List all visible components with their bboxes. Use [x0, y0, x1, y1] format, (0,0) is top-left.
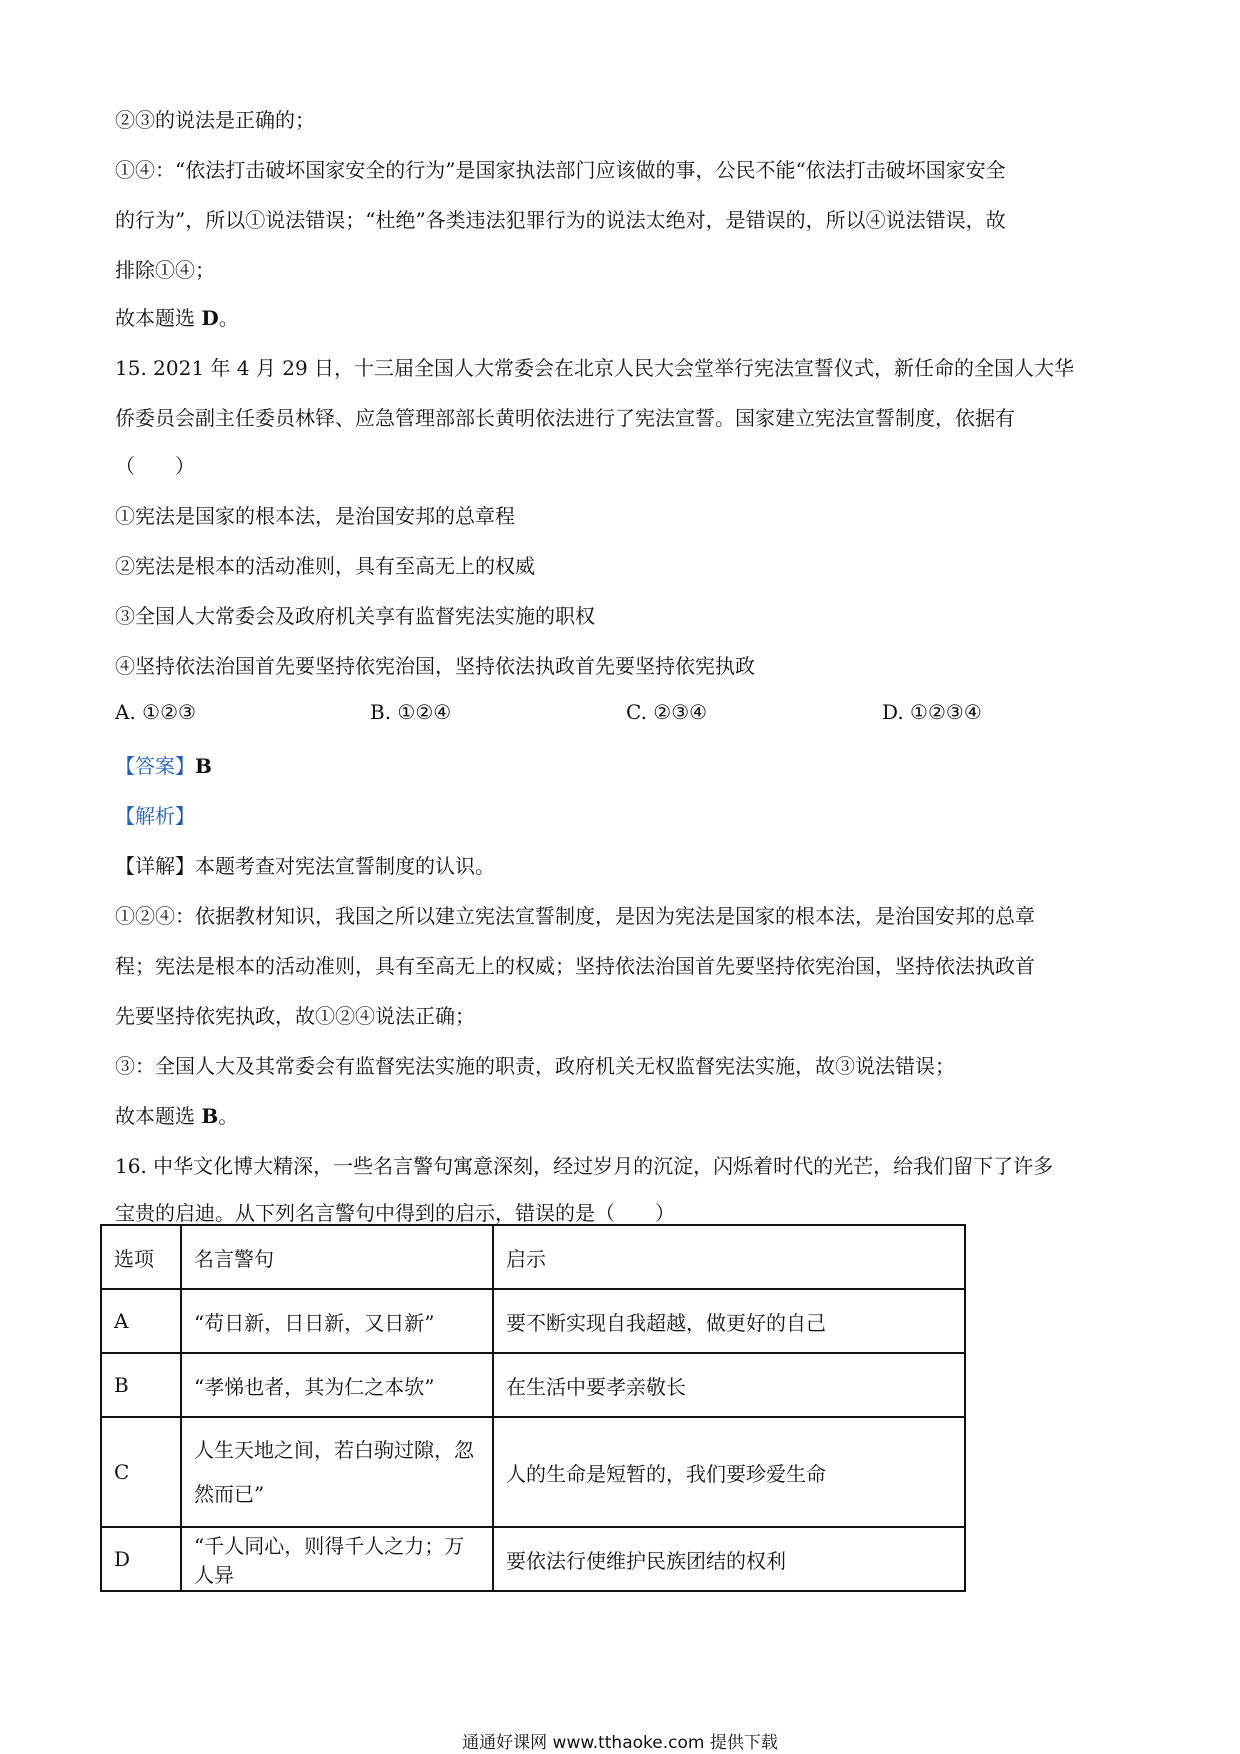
- q15-stem-line2: 侨委员会副主任委员林铎、应急管理部部长黄明依法进行了宪法宣誓。国家建立宪法宣誓制度，依据有: [115, 406, 1015, 430]
- q15-option-a: A. ①②③: [115, 700, 196, 724]
- footer-credit: 通通好课网 www.tthaoke.com 提供下载: [462, 1733, 778, 1753]
- analysis-tag: 【解析】: [115, 804, 195, 828]
- conclusion-answer: B: [201, 1104, 219, 1128]
- table-cell-option: A: [101, 1289, 181, 1353]
- table-row: [101, 1527, 965, 1591]
- q15-option-d: D. ①②③④: [882, 700, 982, 724]
- quotes-table: [100, 1224, 966, 1592]
- q15-conclusion-line: [115, 1100, 1135, 1129]
- conclusion-answer: D: [201, 306, 219, 330]
- answer-tag: 【答案】: [115, 754, 195, 778]
- text-line: 排除①④；: [115, 258, 215, 282]
- text-line: ①④：“依法打击破坏国家安全的行为”是国家执法部门应该做的事，公民不能“依法打击破坏国家安全: [115, 158, 1006, 182]
- table-cell-quote: “孝悌也者，其为仁之本欤”: [181, 1353, 493, 1417]
- table-cell-option: B: [101, 1353, 181, 1417]
- q15-answer-line: [115, 750, 1135, 779]
- q15-option-b: B. ①②④: [370, 700, 452, 724]
- q15-detail-line: ①②④：依据教材知识，我国之所以建立宪法宣誓制度，是因为宪法是国家的根本法，是治国安邦的总章: [115, 904, 1035, 928]
- table-row: [101, 1353, 965, 1417]
- q15-detail-line: ③：全国人大及其常委会有监督宪法实施的职责，政府机关无权监督宪法实施，故③说法错误；: [115, 1054, 955, 1078]
- q16-stem-line1: 16. 中华文化博大精深，一些名言警句寓意深刻，经过岁月的沉淀，闪烁着时代的光芒，给我们留下了许多: [115, 1154, 1054, 1178]
- table-header-row: [101, 1225, 965, 1289]
- q15-statement: ④坚持依法治国首先要坚持依宪治国，坚持依法执政首先要坚持依宪执政: [115, 654, 755, 678]
- q15-statement: ①宪法是国家的根本法，是治国安邦的总章程: [115, 504, 515, 528]
- answer-value: B: [195, 754, 212, 778]
- q15-detail-line: 先要坚持依宪执政，故①②④说法正确；: [115, 1004, 475, 1028]
- detail-tag: 【详解】: [115, 854, 195, 878]
- q16-stem-line2: 宝贵的启迪。从下列名言警句中得到的启示，错误的是（ ）: [115, 1201, 675, 1225]
- table-cell-quote-wrapper: [181, 1417, 493, 1527]
- table-cell-insight: 在生活中要孝亲敬长: [493, 1353, 965, 1417]
- table-cell-quote: “千人同心，则得千人之力；万人异: [181, 1527, 493, 1591]
- q15-stem-line1: 15. 2021 年 4 月 29 日，十三届全国人大常委会在北京人民大会堂举行宪法宣誓仪式，新任命的全国人大华: [115, 356, 1075, 380]
- text-line: 的行为”，所以①说法错误；“杜绝”各类违法犯罪行为的说法太绝对，是错误的，所以④说法错误，故: [115, 208, 1006, 232]
- table-row: [101, 1289, 965, 1353]
- table-cell-quote: 人生天地之间，若白驹过隙，忽然而已”: [194, 1438, 474, 1506]
- conclusion-suffix: 。: [218, 1104, 239, 1128]
- conclusion-prefix: 故本题选: [115, 1104, 202, 1128]
- q15-statement: ②宪法是根本的活动准则，具有至高无上的权威: [115, 554, 535, 578]
- table-cell-quote: “苟日新，日日新，又日新”: [181, 1289, 493, 1353]
- table-cell-insight: 要不断实现自我超越，做更好的自己: [493, 1289, 965, 1353]
- conclusion-suffix: 。: [218, 306, 239, 330]
- text-line: ②③的说法是正确的；: [115, 108, 315, 132]
- table-cell-insight: 要依法行使维护民族团结的权利: [493, 1527, 965, 1591]
- q15-blank: （ ）: [115, 454, 195, 478]
- q15-option-c: C. ②③④: [626, 700, 708, 724]
- table-cell-insight: 人的生命是短暂的，我们要珍爱生命: [493, 1417, 965, 1527]
- q15-detail-line: 程；宪法是根本的活动准则，具有至高无上的权威；坚持依法治国首先要坚持依宪治国，坚持依法执政首: [115, 954, 1035, 978]
- table-header-cell: 名言警句: [181, 1225, 493, 1289]
- table-row: [101, 1417, 965, 1527]
- conclusion-prefix: 故本题选: [115, 306, 202, 330]
- q15-statement: ③全国人大常委会及政府机关享有监督宪法实施的职权: [115, 604, 595, 628]
- table-cell-option: D: [101, 1527, 181, 1591]
- conclusion-line: [115, 302, 1135, 331]
- detail-intro: 本题考查对宪法宣誓制度的认识。: [195, 854, 495, 878]
- q15-detail-intro-line: [115, 850, 1135, 879]
- table-cell-option: C: [101, 1417, 181, 1527]
- table-header-cell: 启示: [493, 1225, 965, 1289]
- table-header-cell: 选项: [101, 1225, 181, 1289]
